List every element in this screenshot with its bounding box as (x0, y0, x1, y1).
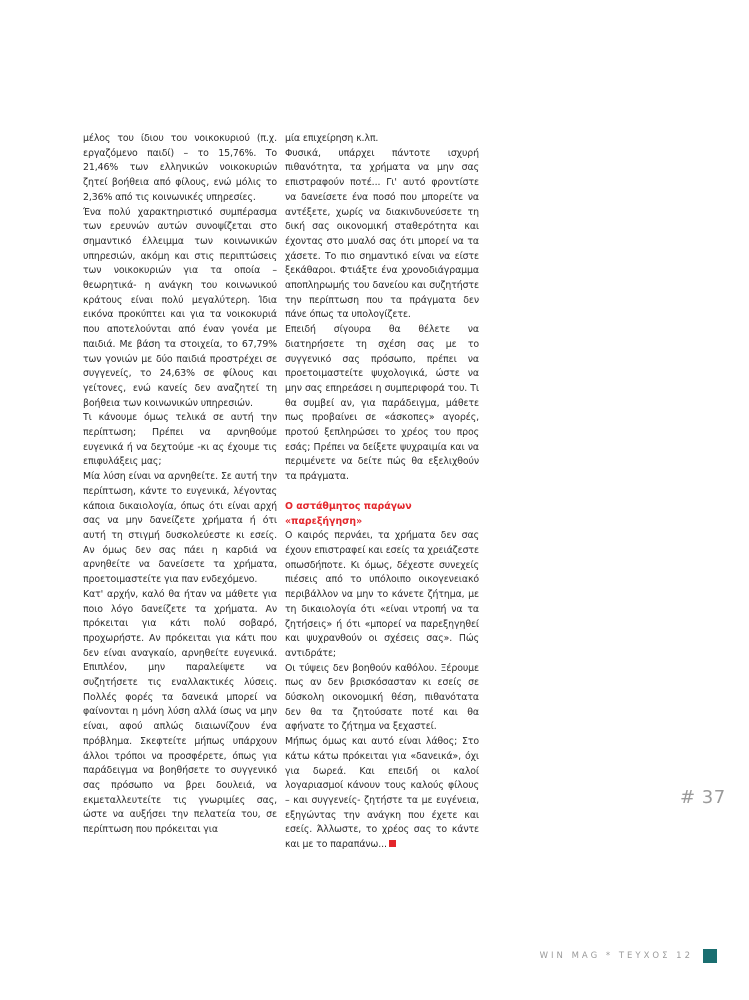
right-column (285, 132, 479, 853)
paragraph-text: Μήπως όμως και αυτό είναι λάθος; Στο κάτω κάτω πρόκειται για «δανεικά», όχι για δωρεά. Και επειδή οι καλοί λογαριασμοί κάνουν τους καλούς φίλους – και συγγενείς- ζητήστε τα με ευγένεια, εξηγώντας την ανάγκη που έχετε και εσείς. Άλλωστε, το χρέος σας το κάντε και με το παραπάνω... (285, 736, 479, 851)
paragraph: μία επιχείρηση κ.λπ. (285, 133, 379, 144)
paragraph: Μία λύση είναι να αρνηθείτε. Σε αυτή την περίπτωση, κάντε το ευγενικά, λέγοντας κάποια δικαιολογία, όπως ότι είναι αρχή σας να μην δανείζετε χρήματα ή ότι αυτή τη στιγμή δυσκολεύεστε κι εσείς. Αν όμως δεν σας πάει η καρδιά να αρνηθείτε να δανείσετε τα χρήματα, προετοιμαστείτε για παν ενδεχόμενο. (83, 471, 277, 586)
section-heading: Ο αστάθμητος παράγων «παρεξήγηση» (285, 500, 412, 527)
paragraph: Κατ' αρχήν, καλό θα ήταν να μάθετε για ποιο λόγο δανείζετε τα χρήματα. Αν πρόκειται για κάτι πολύ σοβαρό, προχωρήστε. Αν πρόκειται για κάτι που δεν είναι αναγκαίο, αρνηθείτε ευγενικά. Επιπλέον, μην παραλείψετε να συζητήσετε τις εναλλακτικές λύσεις. Πολλές φορές τα δανεικά μπορεί να φαίνονται η μόνη λύση αλλά ίσως να μην είναι, αφού απλώς διαιωνίζουν ένα πρόβλημα. Σκεφτείτε μήπως υπάρχουν άλλοι τρόποι να προσφέρετε, όπως για παράδειγμα να βοηθήσετε το συγγενικό σας πρόσωπο να βρει δουλειά, να εκμεταλλευτείτε τις γνωριμίες σας, ώστε να αυξήσει την πελατεία του, σε περίπτωση που πρόκειται για (83, 588, 277, 836)
paragraph: Ο καιρός περνάει, τα χρήματα δεν σας έχουν επιστραφεί και εσείς τα χρειάζεστε οπωσδήποτε. Κι όμως, δέχεστε συνεχείς πιέσεις από το υπόλοιπο οικογενειακό περιβάλλον να μην το κάνετε ζήτημα, με τη δικαιολογία ότι «είναι ντροπή να τα ζητήσεις» ή ότι «μπορεί να παρεξηγηθεί και ψυχρανθούν οι σχέσεις σας». Πώς αντιδράτε; (285, 530, 479, 659)
paragraph: Τι κάνουμε όμως τελικά σε αυτή την περίπτωση; Πρέπει να αρνηθούμε ευγενικά ή να δεχτούμε -κι ας έχουμε τις επιφυλάξεις μας; (83, 412, 277, 468)
footer-issue: WIN MAG * ΤΕΥΧΟΣ 12 (539, 951, 693, 961)
paragraph: μέλος του ίδιου του νοικοκυριού (π.χ. εργαζόμενο παιδί) – το 15,76%. Το 21,46% των ελληνικών νοικοκυριών ζητεί βοήθεια από φίλους, ενώ μόλις το 2,36% από τις κοινωνικές υπηρεσίες. (83, 133, 277, 203)
left-column (83, 132, 277, 838)
page-number: # 37 (680, 787, 726, 808)
end-mark-icon (389, 840, 396, 847)
paragraph: Ένα πολύ χαρακτηριστικό συμπέρασμα των ερευνών αυτών συνοψίζεται στο σημαντικό έλλειμμα των κοινωνικών υπηρεσιών, ακόμη και στις περιπτώσεις των νοικοκυριών για τα οποία – θεωρητικά- η ανάγκη του κοινωνικού κράτους είναι πολύ μεγαλύτερη. Ίδια εικόνα προκύπτει και για τα νοικοκυριά που αποτελούνται από έναν γονέα με παιδιά. Με βάση τα στοιχεία, το 67,79% των γονιών με δύο παιδιά προστρέχει σε συγγενείς, το 24,63% σε φίλους και γείτονες, ενώ κανείς δεν αναζητεί τη βοήθεια των κοινωνικών υπηρεσιών. (83, 206, 277, 409)
paragraph: Οι τύψεις δεν βοηθούν καθόλου. Ξέρουμε πως αν δεν βρισκόσασταν κι εσείς σε δύσκολη οικονομική θέση, πιθανότατα δεν θα τα ζητούσατε ποτέ και θα αφήνατε το ζήτημα να ξεχαστεί. (285, 662, 479, 733)
paragraph-last (285, 735, 479, 853)
paragraph: Φυσικά, υπάρχει πάντοτε ισχυρή πιθανότητα, τα χρήματα να μην σας επιστραφούν ποτέ... Γι' αυτό φροντίστε να δανείσετε ένα ποσό που μπορείτε να αντέξετε, χωρίς να διακινδυνεύσετε τη δική σας οικονομική σταθερότητα και έχοντας στο μυαλό σας ότι μπορεί να τα χάσετε. Το πιο σημαντικό είναι να είστε ξεκάθαροι. Φτιάξτε ένα χρονοδιάγραμμα αποπληρωμής του δανείου και συζητήστε την περίπτωση που τα πράγματα δεν πάνε όπως τα υπολογίζετε. (285, 147, 479, 321)
paragraph: Επειδή σίγουρα θα θέλετε να διατηρήσετε τη σχέση σας με το συγγενικό σας πρόσωπο, πρέπει να προετοιμαστείτε ψυχολογικά, ώστε να μην σας επηρεάσει η συμπεριφορά του. Τι θα συμβεί αν, για παράδειγμα, μάθετε πως προβαίνει σε «άσκοπες» αγορές, προτού ξεπληρώσει το χρέος του προς εσάς; Πρέπει να δείξετε ψυχραιμία και να περιμένετε να δείτε πώς θα εξελιχθούν τα πράγματα. (285, 324, 479, 483)
footer-square-icon (703, 949, 717, 963)
